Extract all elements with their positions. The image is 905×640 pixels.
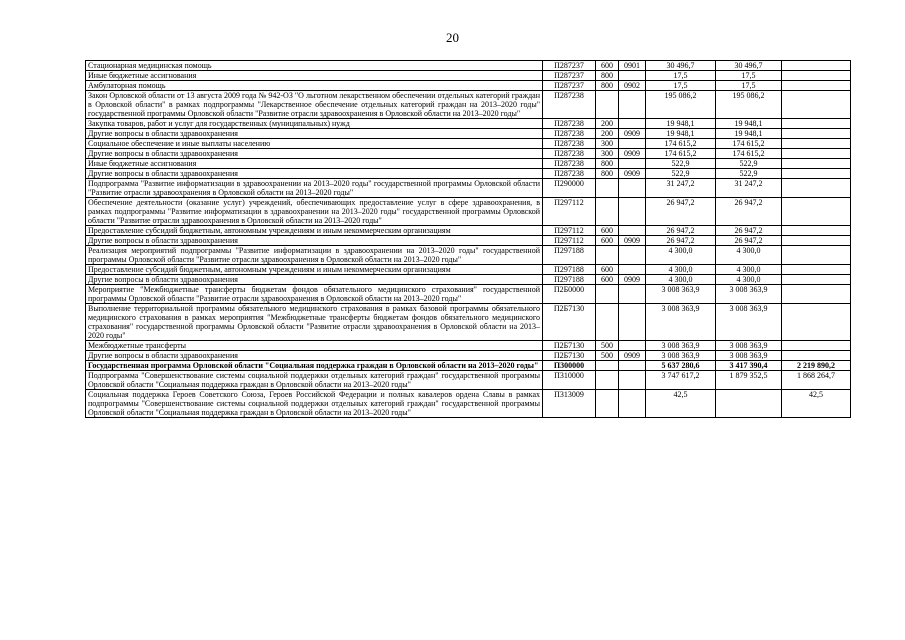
table-row [86, 226, 851, 236]
row-name-cell: Социальное обеспечение и иные выплаты населению [86, 139, 543, 149]
row-amount-total-cell: 195 086,2 [646, 91, 716, 119]
row-amount-total-cell: 31 247,2 [646, 179, 716, 198]
row-amount-federal-cell [782, 169, 851, 179]
row-amount-regional-cell: 174 615,2 [716, 149, 782, 159]
row-name-cell: Другие вопросы в области здравоохранения [86, 236, 543, 246]
row-code-cell: П2Б7130 [543, 304, 596, 341]
row-amount-total-cell: 3 008 363,9 [646, 341, 716, 351]
table-row [86, 341, 851, 351]
row-code-cell: П2Б7130 [543, 341, 596, 351]
budget-table-body [86, 61, 851, 418]
row-name-cell: Стационарная медицинская помощь [86, 61, 543, 71]
row-amount-regional-cell: 30 496,7 [716, 61, 782, 71]
table-row [86, 361, 851, 371]
row-section-cell [619, 91, 646, 119]
row-section-cell: 0909 [619, 351, 646, 361]
row-code-cell: П290000 [543, 179, 596, 198]
table-row [86, 275, 851, 285]
row-amount-federal-cell [782, 304, 851, 341]
row-section-cell [619, 285, 646, 304]
table-row [86, 71, 851, 81]
row-amount-federal-cell: 42,5 [782, 390, 851, 418]
row-section-cell [619, 304, 646, 341]
row-section-cell [619, 265, 646, 275]
row-amount-federal-cell [782, 119, 851, 129]
row-code-cell: П287238 [543, 169, 596, 179]
row-amount-total-cell: 174 615,2 [646, 139, 716, 149]
row-amount-regional-cell: 26 947,2 [716, 198, 782, 226]
row-code-cell: П287238 [543, 139, 596, 149]
row-amount-regional-cell: 195 086,2 [716, 91, 782, 119]
row-section-cell [619, 341, 646, 351]
row-amount-federal-cell [782, 149, 851, 159]
row-amount-federal-cell [782, 198, 851, 226]
row-amount-federal-cell [782, 91, 851, 119]
row-section-cell: 0901 [619, 61, 646, 71]
row-name-cell: Другие вопросы в области здравоохранения [86, 149, 543, 159]
row-code-cell: П287238 [543, 129, 596, 139]
row-amount-total-cell: 3 008 363,9 [646, 351, 716, 361]
row-section-cell [619, 246, 646, 265]
row-amount-regional-cell [716, 390, 782, 418]
row-amount-federal-cell [782, 265, 851, 275]
row-code-cell: П297112 [543, 198, 596, 226]
row-code-cell: П287237 [543, 61, 596, 71]
table-row [86, 169, 851, 179]
row-expense-type-cell [596, 246, 619, 265]
row-amount-total-cell: 26 947,2 [646, 198, 716, 226]
row-name-cell: Подпрограмма "Совершенствование системы социальной поддержки отдельных категорий граждан" государственной программы Орловской области "Социальная поддержка граждан в Орловской области на 2013–2020 годы" [86, 371, 543, 390]
row-expense-type-cell: 500 [596, 341, 619, 351]
row-name-cell: Другие вопросы в области здравоохранения [86, 351, 543, 361]
row-amount-regional-cell: 19 948,1 [716, 119, 782, 129]
row-amount-regional-cell: 26 947,2 [716, 236, 782, 246]
row-amount-regional-cell: 17,5 [716, 81, 782, 91]
row-amount-total-cell: 17,5 [646, 71, 716, 81]
row-section-cell [619, 71, 646, 81]
row-section-cell: 0909 [619, 169, 646, 179]
row-expense-type-cell [596, 91, 619, 119]
table-row [86, 139, 851, 149]
row-section-cell [619, 139, 646, 149]
row-name-cell: Другие вопросы в области здравоохранения [86, 169, 543, 179]
row-amount-total-cell: 19 948,1 [646, 119, 716, 129]
table-row [86, 81, 851, 91]
row-amount-federal-cell [782, 351, 851, 361]
row-amount-total-cell: 4 300,0 [646, 246, 716, 265]
row-code-cell: П287238 [543, 159, 596, 169]
row-expense-type-cell [596, 304, 619, 341]
row-section-cell: 0909 [619, 275, 646, 285]
row-section-cell [619, 361, 646, 371]
row-amount-total-cell: 26 947,2 [646, 226, 716, 236]
row-amount-federal-cell [782, 61, 851, 71]
row-amount-total-cell: 3 008 363,9 [646, 304, 716, 341]
row-expense-type-cell: 200 [596, 119, 619, 129]
row-name-cell: Реализация мероприятий подпрограммы "Развитие информатизации в здравоохранении на 2013–2020 годы" государственной программы Орловской области "Развитие отрасли здравоохранения в Орловской области на 2013–2020 годы" [86, 246, 543, 265]
row-section-cell: 0909 [619, 129, 646, 139]
row-name-cell: Межбюджетные трансферты [86, 341, 543, 351]
row-amount-federal-cell: 2 219 890,2 [782, 361, 851, 371]
row-amount-federal-cell [782, 246, 851, 265]
row-code-cell: П2Б0000 [543, 285, 596, 304]
row-amount-regional-cell: 522,9 [716, 159, 782, 169]
row-name-cell: Закупка товаров, работ и услуг для государственных (муниципальных) нужд [86, 119, 543, 129]
table-row [86, 390, 851, 418]
row-amount-federal-cell [782, 159, 851, 169]
row-amount-regional-cell: 522,9 [716, 169, 782, 179]
row-name-cell: Другие вопросы в области здравоохранения [86, 275, 543, 285]
row-name-cell: Обеспечение деятельности (оказание услуг) учреждений, обеспечивающих предоставление услуг в сфере здравоохранения, в рамках подпрограммы "Развитие информатизации в здравоохранении на 2013–2020 годы" государственной программы Орловской области "Развитие отрасли здравоохранения в Орловской области на 2013–2020 годы" [86, 198, 543, 226]
row-amount-federal-cell [782, 341, 851, 351]
row-name-cell: Иные бюджетные ассигнования [86, 159, 543, 169]
row-amount-total-cell: 174 615,2 [646, 149, 716, 159]
row-code-cell: П287238 [543, 149, 596, 159]
row-amount-regional-cell: 3 417 390,4 [716, 361, 782, 371]
row-name-cell: Государственная программа Орловской области "Социальная поддержка граждан в Орловской области на 2013–2020 годы" [86, 361, 543, 371]
row-code-cell: П2Б7130 [543, 351, 596, 361]
table-row [86, 236, 851, 246]
row-amount-regional-cell: 174 615,2 [716, 139, 782, 149]
row-name-cell: Другие вопросы в области здравоохранения [86, 129, 543, 139]
row-name-cell: Амбулаторная помощь [86, 81, 543, 91]
row-section-cell [619, 390, 646, 418]
row-amount-total-cell: 522,9 [646, 159, 716, 169]
row-amount-total-cell: 19 948,1 [646, 129, 716, 139]
row-name-cell: Подпрограмма "Развитие информатизации в здравоохранении на 2013–2020 годы" государственной программы Орловской области "Развитие отрасли здравоохранения в Орловской области на 2013–2020 годы" [86, 179, 543, 198]
row-amount-total-cell: 3 008 363,9 [646, 285, 716, 304]
row-section-cell [619, 159, 646, 169]
row-expense-type-cell: 600 [596, 61, 619, 71]
row-amount-regional-cell: 26 947,2 [716, 226, 782, 236]
row-code-cell: П287237 [543, 71, 596, 81]
row-expense-type-cell [596, 390, 619, 418]
row-expense-type-cell: 600 [596, 226, 619, 236]
table-row [86, 351, 851, 361]
row-code-cell: П297112 [543, 226, 596, 236]
row-name-cell: Социальная поддержка Героев Советского Союза, Героев Российской Федерации и полных кавалеров ордена Славы в рамках подпрограммы "Совершенствование системы социальной поддержки отдельных категорий граждан" государственной программы Орловской области "Социальная поддержка граждан в Орловской области на 2013–2020 годы" [86, 390, 543, 418]
row-expense-type-cell [596, 179, 619, 198]
row-amount-regional-cell: 17,5 [716, 71, 782, 81]
budget-table [85, 60, 851, 418]
row-amount-total-cell: 17,5 [646, 81, 716, 91]
table-row [86, 129, 851, 139]
row-section-cell: 0909 [619, 236, 646, 246]
table-row [86, 246, 851, 265]
row-amount-regional-cell: 3 008 363,9 [716, 341, 782, 351]
row-amount-federal-cell [782, 81, 851, 91]
row-expense-type-cell: 600 [596, 236, 619, 246]
row-section-cell [619, 119, 646, 129]
table-row [86, 149, 851, 159]
row-code-cell: П297188 [543, 275, 596, 285]
row-amount-federal-cell [782, 275, 851, 285]
row-expense-type-cell: 600 [596, 275, 619, 285]
row-code-cell: П297188 [543, 265, 596, 275]
row-expense-type-cell: 600 [596, 265, 619, 275]
row-amount-regional-cell: 31 247,2 [716, 179, 782, 198]
row-expense-type-cell: 300 [596, 149, 619, 159]
row-section-cell: 0909 [619, 149, 646, 159]
row-expense-type-cell [596, 198, 619, 226]
table-row [86, 198, 851, 226]
row-amount-total-cell: 42,5 [646, 390, 716, 418]
row-amount-federal-cell [782, 226, 851, 236]
row-section-cell [619, 226, 646, 236]
row-amount-regional-cell: 3 008 363,9 [716, 304, 782, 341]
row-name-cell: Предоставление субсидий бюджетным, автономным учреждениям и иным некоммерческим организациям [86, 226, 543, 236]
row-amount-regional-cell: 4 300,0 [716, 246, 782, 265]
table-row [86, 371, 851, 390]
row-expense-type-cell: 800 [596, 159, 619, 169]
table-row [86, 91, 851, 119]
row-code-cell: П313009 [543, 390, 596, 418]
row-amount-total-cell: 4 300,0 [646, 265, 716, 275]
row-amount-total-cell: 522,9 [646, 169, 716, 179]
row-amount-total-cell: 5 637 280,6 [646, 361, 716, 371]
row-expense-type-cell: 800 [596, 81, 619, 91]
row-code-cell: П287238 [543, 119, 596, 129]
row-amount-total-cell: 3 747 617,2 [646, 371, 716, 390]
row-code-cell: П297188 [543, 246, 596, 265]
row-amount-regional-cell: 3 008 363,9 [716, 351, 782, 361]
row-amount-regional-cell: 4 300,0 [716, 275, 782, 285]
row-section-cell [619, 179, 646, 198]
row-amount-regional-cell: 3 008 363,9 [716, 285, 782, 304]
table-row [86, 285, 851, 304]
row-section-cell: 0902 [619, 81, 646, 91]
row-name-cell: Иные бюджетные ассигнования [86, 71, 543, 81]
row-amount-federal-cell [782, 285, 851, 304]
row-amount-total-cell: 26 947,2 [646, 236, 716, 246]
row-amount-federal-cell [782, 129, 851, 139]
row-amount-federal-cell [782, 236, 851, 246]
row-amount-federal-cell [782, 71, 851, 81]
row-code-cell: П287238 [543, 91, 596, 119]
table-row [86, 159, 851, 169]
page-number: 20 [446, 30, 459, 45]
table-row [86, 61, 851, 71]
row-expense-type-cell: 200 [596, 129, 619, 139]
row-expense-type-cell [596, 371, 619, 390]
row-amount-federal-cell: 1 868 264,7 [782, 371, 851, 390]
row-code-cell: П287237 [543, 81, 596, 91]
table-row [86, 304, 851, 341]
row-name-cell: Выполнение территориальной программы обязательного медицинского страхования в рамках базовой программы обязательного медицинского страхования в рамках мероприятия "Межбюджетные трансферты бюджетам фондов обязательного медицинского страхования" государственной программы Орловской области "Развитие отрасли здравоохранения в Орловской области на 2013–2020 годы" [86, 304, 543, 341]
row-expense-type-cell [596, 285, 619, 304]
row-section-cell [619, 198, 646, 226]
row-expense-type-cell: 800 [596, 169, 619, 179]
row-name-cell: Закон Орловской области от 13 августа 2009 года № 942-ОЗ "О льготном лекарственном обеспечении отдельных категорий граждан в Орловской области" в рамках подпрограммы "Лекарственное обеспечение отдельных категорий граждан на 2013–2020 годы" государственной программы Орловской области "Развитие отрасли здравоохранения в Орловской области на 2013–2020 годы" [86, 91, 543, 119]
row-amount-federal-cell [782, 139, 851, 149]
table-row [86, 265, 851, 275]
row-amount-regional-cell: 1 879 352,5 [716, 371, 782, 390]
row-amount-federal-cell [782, 179, 851, 198]
row-expense-type-cell: 800 [596, 71, 619, 81]
table-row [86, 179, 851, 198]
row-amount-regional-cell: 19 948,1 [716, 129, 782, 139]
row-expense-type-cell: 300 [596, 139, 619, 149]
row-code-cell: П300000 [543, 361, 596, 371]
row-name-cell: Мероприятие "Межбюджетные трансферты бюджетам фондов обязательного медицинского страхования" государственной программы Орловской области "Развитие отрасли здравоохранения в Орловской области на 2013–2020 годы" [86, 285, 543, 304]
row-amount-total-cell: 4 300,0 [646, 275, 716, 285]
row-amount-regional-cell: 4 300,0 [716, 265, 782, 275]
row-expense-type-cell: 500 [596, 351, 619, 361]
row-code-cell: П310000 [543, 371, 596, 390]
row-expense-type-cell [596, 361, 619, 371]
row-name-cell: Предоставление субсидий бюджетным, автономным учреждениям и иным некоммерческим организациям [86, 265, 543, 275]
row-section-cell [619, 371, 646, 390]
table-row [86, 119, 851, 129]
row-code-cell: П297112 [543, 236, 596, 246]
row-amount-total-cell: 30 496,7 [646, 61, 716, 71]
